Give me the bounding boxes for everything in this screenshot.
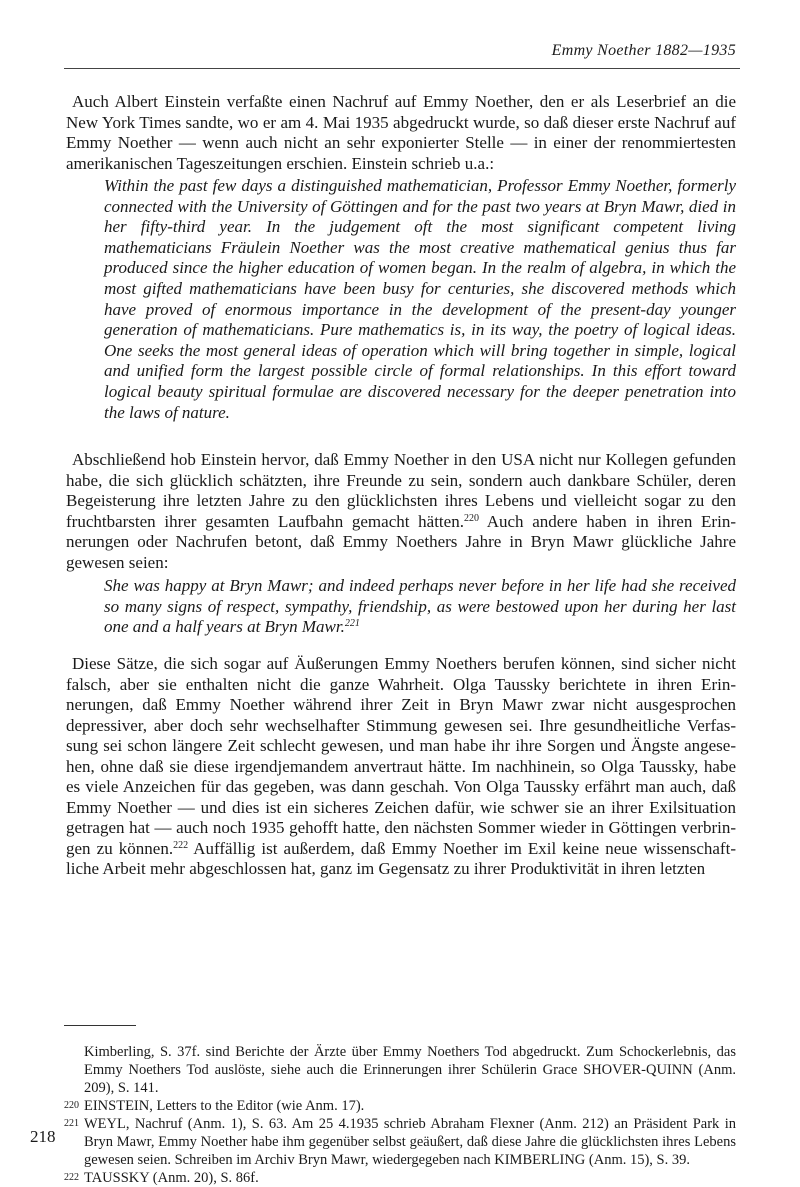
quote-weyl <box>104 576 736 638</box>
header-rule <box>64 68 740 69</box>
paragraph-2-text: Abschließend hob Einstein hervor, daß Emmy Noether in den USA nicht nur Kollegen gefunden habe, die sich glücklich schätzten, ihre Freunde zu sein, sondern auch dankbare Schüler, deren Begeisterung ihre letzten Jahre zu den glücklichsten ihres Lebens und vielleicht sogar zu den fruchtbarsten ihrer gesamten Laufbahn gemacht hätten. <box>66 450 736 531</box>
footnote-220 <box>64 1097 736 1115</box>
paragraph-1: Auch Albert Einstein verfaßte einen Nachruf auf Emmy Noether, den er als Leserbrief an die New York Times sandte, wo er am 4. Mai 1935 abgedruckt wurde, so daß dieser erste Nachruf auf Emmy Noether — wenn auch nicht an sehr exponierter Stelle — in einer der renommiertesten amerikanischen Tageszeitungen erschien. Einstein schrieb u.a.: <box>66 92 736 173</box>
page-number: 218 <box>30 1127 56 1146</box>
footnote-number: 220 <box>64 1100 79 1111</box>
footnote-222 <box>64 1169 736 1187</box>
footnote-number: 222 <box>64 1172 79 1183</box>
footnotes <box>64 1043 736 1187</box>
paragraph-2 <box>66 450 736 573</box>
paragraph-2-tail: Auch andere haben in ihren Erinnerungen oder Nachrufen betont, daß Emmy Noethers Jahre in Bryn Mawr glückliche Jahre gewesen seien: <box>66 511 736 572</box>
paragraph-3 <box>66 654 736 880</box>
footnote-number: 221 <box>64 1118 79 1129</box>
paragraph-3-text: Diese Sätze, die sich sogar auf Äußerungen Emmy Noethers berufen können, sind sicher nicht falsch, aber sie enthalten nicht die ganze Wahrheit. Olga Taussky berichtete in ihren Erinnerungen, daß Emmy Noether während ihrer Zeit in Bryn Mawr zwar nicht ausgesprochen depressiver, aber doch sehr wechselhafter Stimmung gewesen sei. Ihre gesundheitliche Verfassung sei schon längere Zeit schlecht gewesen, und man habe ihr ihre Sorgen und Ängste angesehen, ohne daß sie diese irgendjemandem anvertraut hätte. Im nachhinein, so Olga Taussky, habe es viele Anzeichen für das gegeben, was dann geschah. Von Olga Taussky erfährt man auch, daß Emmy Noether — und dies ist ein sicheres Zeichen dafür, wie schwer sie an ihrer Exilsituation getragen hat — auch noch 1935 gehofft hatte, den nächsten Sommer wieder in Göttingen verbringen zu können. <box>66 654 736 858</box>
footnote-221 <box>64 1115 736 1169</box>
footnote-rule <box>64 1025 136 1026</box>
footnote-continuation: Kimberling, S. 37f. sind Berichte der Ärzte über Emmy Noethers Tod abgedruckt. Zum Schockerlebnis, das Emmy Noethers Tod auslöste, siehe auch die Erinnerungen ihrer Schülerin Grace SHOVER-QUINN (Anm. 209), S. 141. <box>84 1044 736 1096</box>
paragraph-3-tail: Auffällig ist außerdem, daß Emmy Noether im Exil keine neue wissenschaftliche Arbeit mehr abgeschlossen hat, ganz im Gegensatz zu ihrer Produktivität in ihren letzten <box>66 838 736 878</box>
footnote-ref-222[interactable]: 222 <box>173 839 189 851</box>
footnote-ref-221[interactable]: 221 <box>344 618 360 630</box>
footnote-text: EINSTEIN, Letters to the Editor (wie Anm. 17). <box>84 1098 365 1114</box>
quote-weyl-text: She was happy at Bryn Mawr; and indeed perhaps never before in her life had she received so many signs of respect, sympathy, friendship, as were bestowed upon her during her last one and a half years at Bryn Mawr. <box>104 576 736 637</box>
footnote-text: TAUSSKY (Anm. 20), S. 86f. <box>84 1170 259 1186</box>
footnote-text: WEYL, Nachruf (Anm. 1), S. 63. Am 25 4.1935 schrieb Abraham Flexner (Anm. 212) an Präsident Park in Bryn Mawr, Emmy Noether habe ihm gegenüber selbst geäußert, daß diese Jahre die glücklichsten ihres Lebens gewesen seien. Schreiben im Archiv Bryn Mawr, wiedergegeben nach KIMBERLING (Anm. 15), S. 39. <box>84 1116 736 1168</box>
running-header: Emmy Noether 1882—1935 <box>551 42 736 59</box>
footnote-ref-220[interactable]: 220 <box>463 512 479 524</box>
quote-einstein: Within the past few days a distinguished mathematician, Professor Emmy Noether, formerly connected with the University of Göttingen and for the past two years at Bryn Mawr, died in her fifty-third year. In the judgement oft the most significant competent living mathematicians Fräulein Noether was the most creative mathematical genius thus far produced since the higher education of women began. In the realm of algebra, in which the most gifted mathematicians have been busy for centuries, she discovered methods which have proved of enormous importance in the development of the present-day younger generation of mathematicians. Pure mathematics is, in its way, the poetry of logical ideas. One seeks the most general ideas of operation which will bring together in simple, logical and unified form the largest possible circle of formal relationships. In this effort toward logical beauty spiritual formulae are discovered necessary for the deeper penetration into the laws of nature. <box>104 176 736 422</box>
